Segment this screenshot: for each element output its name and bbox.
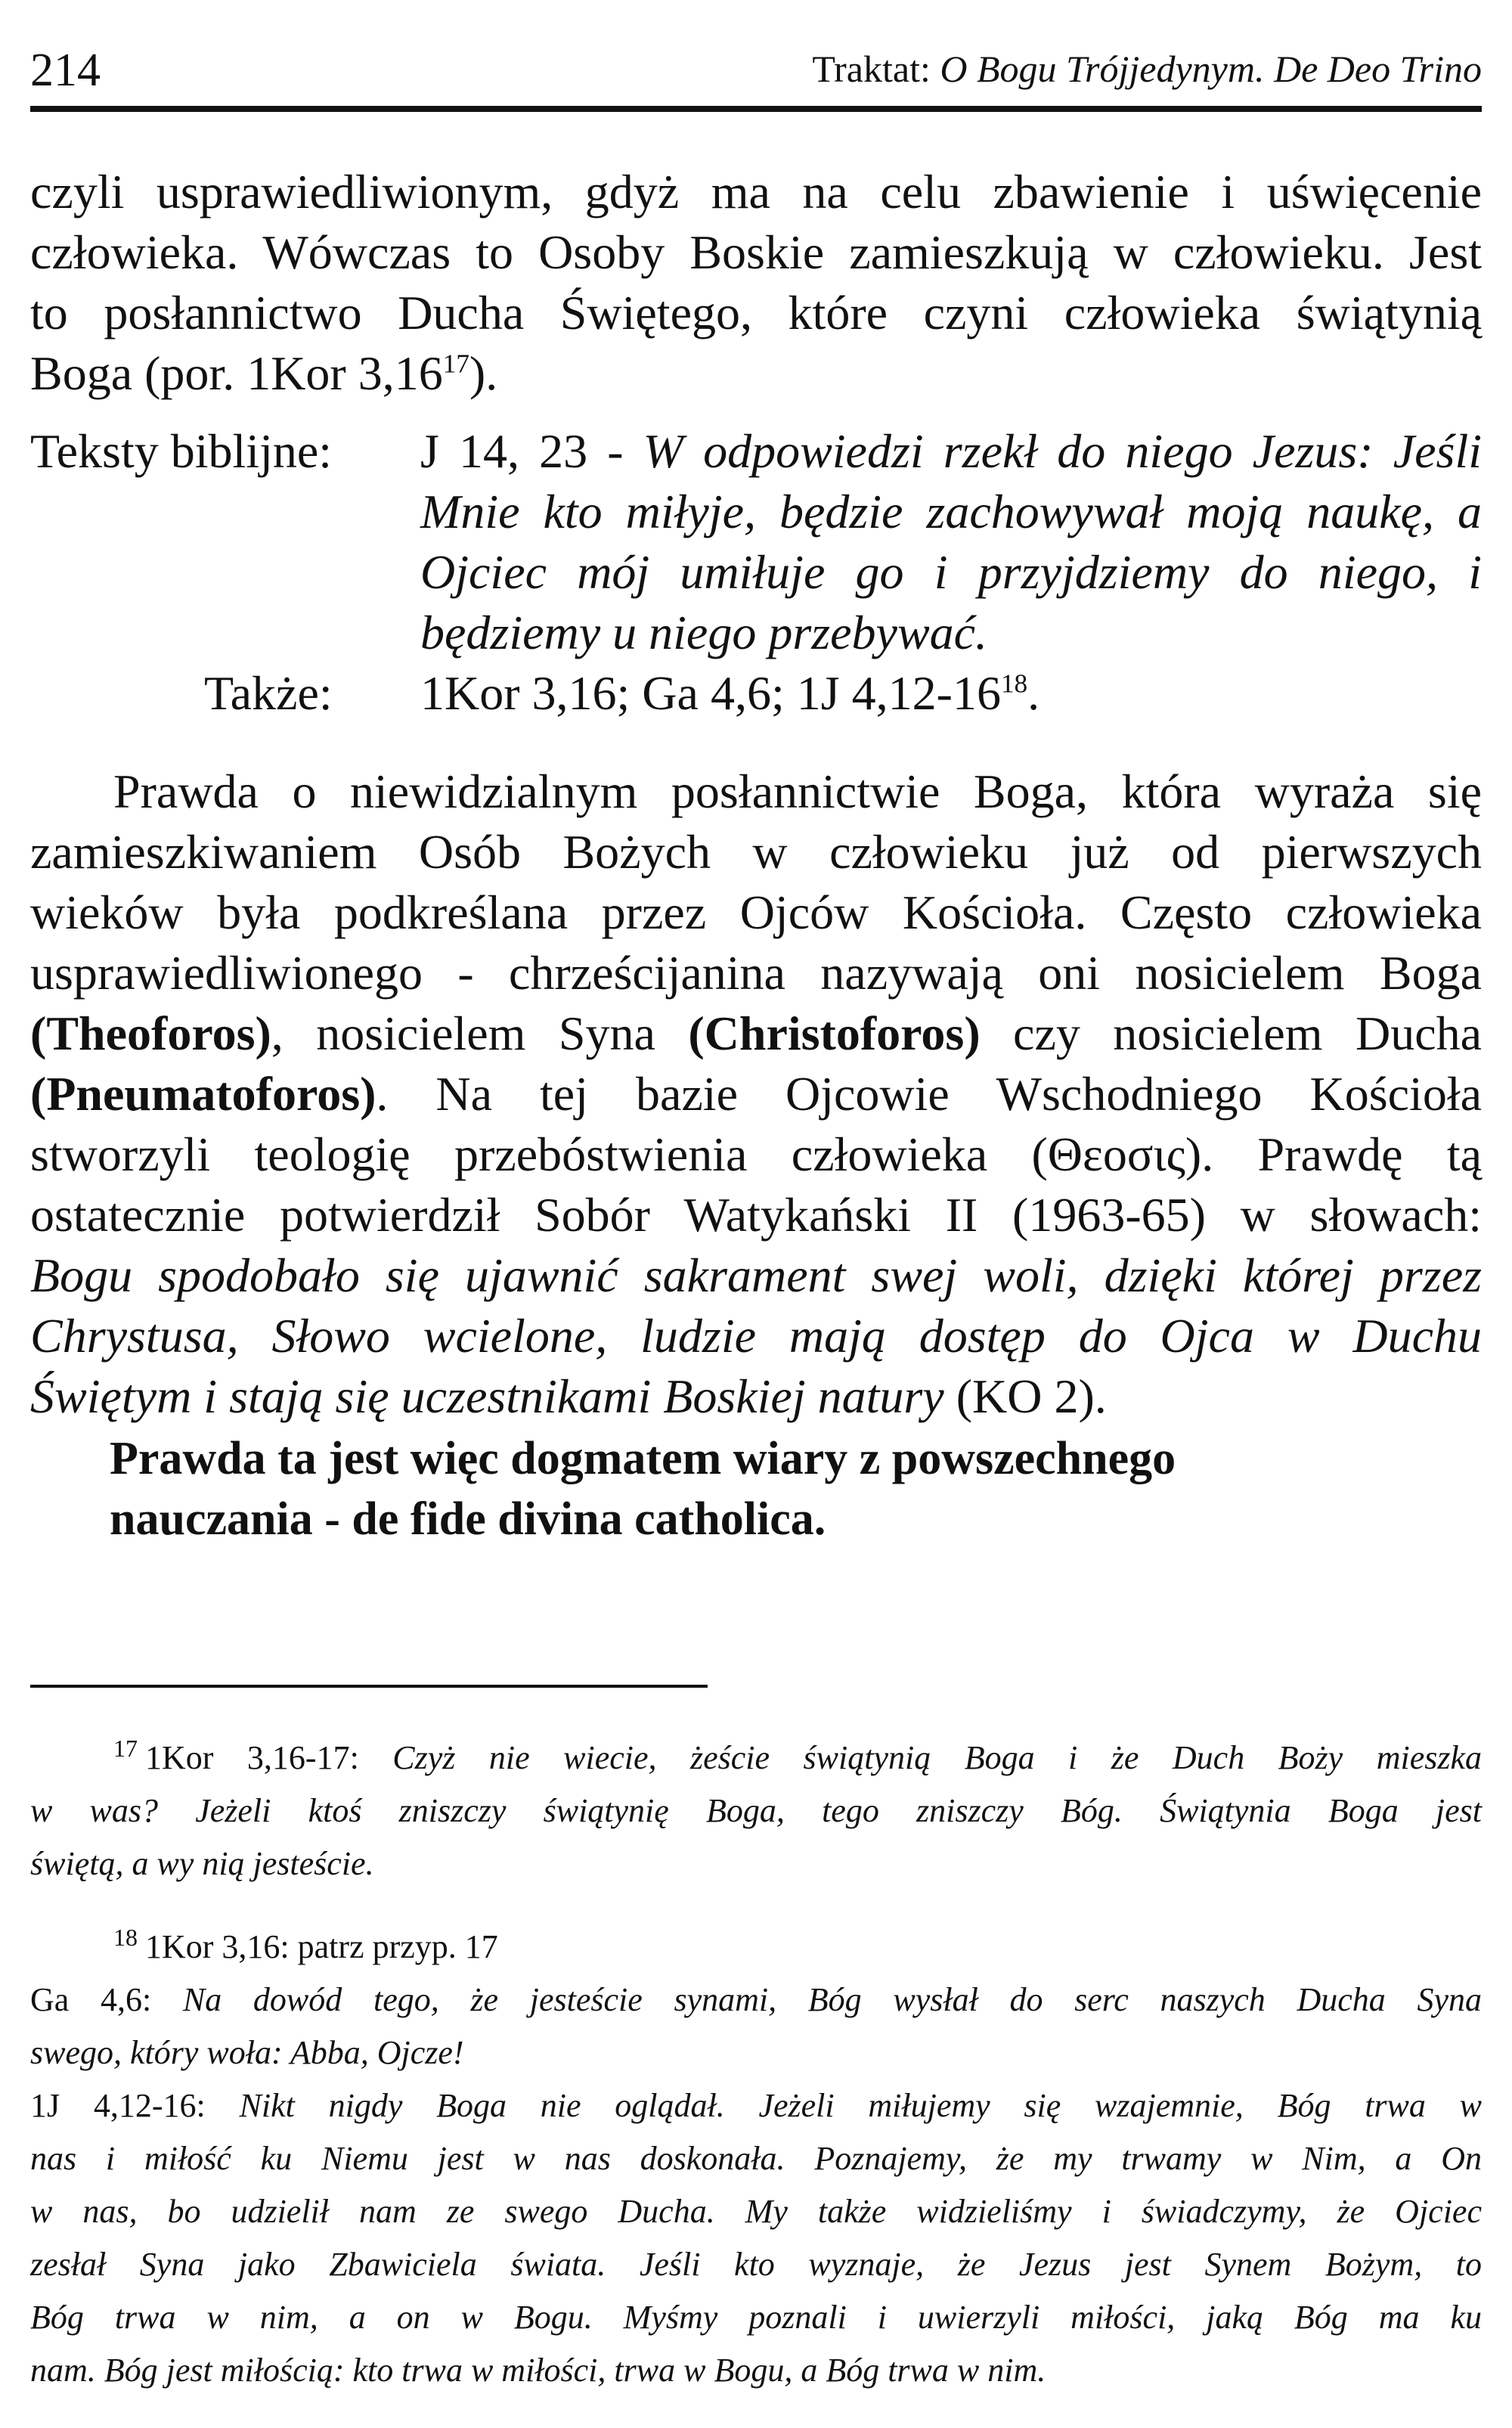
biblical-ref: J 14, 23 - (420, 424, 643, 478)
footnote-18-text: 1Kor 3,16: patrz przyp. 17 (145, 1928, 498, 1965)
para-line-1: Prawda o niewidzialnym posłannictwie Boga, która wyraża się (113, 764, 1482, 818)
biblical-quote-1: W odpowiedzi rzekł do niego Jezus: Jeśli (643, 424, 1482, 478)
footnote-ga-line-1 (30, 1983, 1482, 2017)
para-line-8: ostatecznie potwierdził Sobór Watykański II (1963-65) w słowach: (30, 1188, 1482, 1242)
footnote-17-mark: 17 (113, 1735, 138, 1763)
footnote-17-ref: 1Kor 3,16-17: (145, 1739, 393, 1776)
para-line-11-italic: Świętym i stają się uczestnikami Boskiej natury (30, 1369, 944, 1423)
para-line-7: stworzyli teologię przebóstwienia człowieka (Θεοσις). Prawdę tą (30, 1127, 1482, 1181)
footnote-1j-line-4: zesłał Syna jako Zbawiciela świata. Jeśli kto wyznaje, że Jezus jest Synem Bożym, to (30, 2246, 1482, 2283)
biblical-quote-line-3: Ojciec mój umiłuje go i przyjdziemy do niego, i (420, 545, 1482, 599)
footnote-17-line-1 (113, 1735, 1482, 1776)
biblical-texts-label: Teksty biblijne: (30, 424, 333, 478)
intro-line-4-end: ). (469, 346, 498, 400)
running-title (812, 47, 1482, 91)
footnote-1j-line-1 (30, 2089, 1482, 2123)
para-line-3: wieków była podkreślana przez Ojców Kościoła. Często człowieka (30, 885, 1482, 939)
para-line-9: Bogu spodobało się ujawnić sakrament swej woli, dzięki której przez (30, 1248, 1482, 1302)
footnote-ga-ref: Ga 4,6: (30, 1981, 183, 2018)
intro-line-1: czyli usprawiedliwionym, gdyż ma na celu zbawienie i uświęcenie (30, 165, 1482, 219)
footnote-1j-line-5: Bóg trwa w nim, a on w Bogu. Myśmy poznali i uwierzyli miłości, jaką Bóg ma ku (30, 2299, 1482, 2336)
para-line-4: usprawiedliwionego - chrześcijanina nazywają oni nosicielem Boga (30, 946, 1482, 1000)
footnote-17-quote: Czyż nie wiecie, żeście świątynią Boga i że Duch Boży mieszka (392, 1739, 1482, 1776)
also-refs-text: 1Kor 3,16; Ga 4,6; 1J 4,12-16 (420, 666, 1001, 720)
biblical-quote-line-4: będziemy u niego przebywać. (420, 606, 988, 659)
footnote-ref-18: 18 (1000, 668, 1028, 699)
para-line-2: zamieszkiwaniem Osób Bożych w człowieku już od pierwszych (30, 825, 1482, 879)
running-title-plain: Traktat: (812, 48, 940, 90)
intro-line-2: człowieka. Wówczas to Osoby Boskie zamieszkują w człowieku. Jest (30, 225, 1482, 279)
footnote-17-line-3: świętą, a wy nią jesteście. (30, 1845, 374, 1882)
dogma-line-1: Prawda ta jest więc dogmatem wiary z powszechnego (110, 1433, 1176, 1484)
footnote-ref-17: 17 (442, 349, 469, 379)
para-line-6-end: . Na tej bazie Ojcowie Wschodniego Kościoła (376, 1067, 1482, 1121)
footnote-ga-line-2: swego, który woła: Abba, Ojcze! (30, 2034, 464, 2071)
page-number: 214 (30, 45, 101, 96)
footnote-18-mark: 18 (113, 1924, 138, 1952)
footnote-1j-quote: Nikt nigdy Boga nie oglądał. Jeżeli miłujemy się wzajemnie, Bóg trwa w (239, 2087, 1482, 2124)
footnote-rule (30, 1685, 708, 1688)
para-line-11-end: (KO 2). (943, 1369, 1107, 1423)
para-line-5-end: czy nosicielem Ducha (980, 1006, 1482, 1060)
footnote-1j-ref: 1J 4,12-16: (30, 2087, 240, 2124)
para-line-5-mid: , nosicielem Syna (271, 1006, 689, 1060)
dogma-line-2: nauczania - de fide divina catholica. (110, 1493, 826, 1545)
also-refs-end: . (1027, 666, 1040, 720)
biblical-quote-line-2: Mnie kto miłyje, będzie zachowywał moją naukę, a (420, 485, 1482, 538)
running-title-italic: O Bogu Trójjedynym. De Deo Trino (940, 48, 1482, 90)
footnote-17-line-2: w was? Jeżeli ktoś zniszczy świątynię Boga, tego zniszczy Bóg. Świątynia Boga jest (30, 1792, 1482, 1829)
biblical-quote-line-1 (420, 424, 1482, 478)
term-theoforos: (Theoforos) (30, 1006, 271, 1060)
footnote-18-line-1 (113, 1924, 1482, 1965)
also-label: Także: (204, 666, 333, 720)
intro-line-4-text: Boga (por. 1Kor 3,16 (30, 346, 443, 400)
intro-line-3: to posłannictwo Ducha Świętego, które czyni człowieka świątynią (30, 286, 1482, 340)
also-references (420, 666, 1482, 720)
footnote-ga-quote: Na dowód tego, że jesteście synami, Bóg wysłał do serc naszych Ducha Syna (182, 1981, 1483, 2018)
para-line-10: Chrystusa, Słowo wcielone, ludzie mają dostęp do Ojca w Duchu (30, 1309, 1482, 1363)
para-line-6 (30, 1067, 1482, 1121)
para-line-11 (30, 1369, 1482, 1423)
term-christoforos: (Christoforos) (688, 1006, 981, 1060)
footnote-1j-line-2: nas i miłość ku Niemu jest w nas doskonała. Poznajemy, że my trwamy w Nim, a On (30, 2140, 1482, 2177)
header-rule (30, 106, 1482, 112)
footnote-1j-line-6: nam. Bóg jest miłością: kto trwa w miłości, trwa w Bogu, a Bóg trwa w nim. (30, 2352, 1046, 2389)
term-pneumatoforos: (Pneumatoforos) (30, 1067, 376, 1121)
intro-line-4 (30, 346, 1482, 400)
para-line-5 (30, 1006, 1482, 1060)
footnote-1j-line-3: w nas, bo udzielił nam ze swego Ducha. My także widzieliśmy i świadczymy, że Ojciec (30, 2193, 1482, 2230)
